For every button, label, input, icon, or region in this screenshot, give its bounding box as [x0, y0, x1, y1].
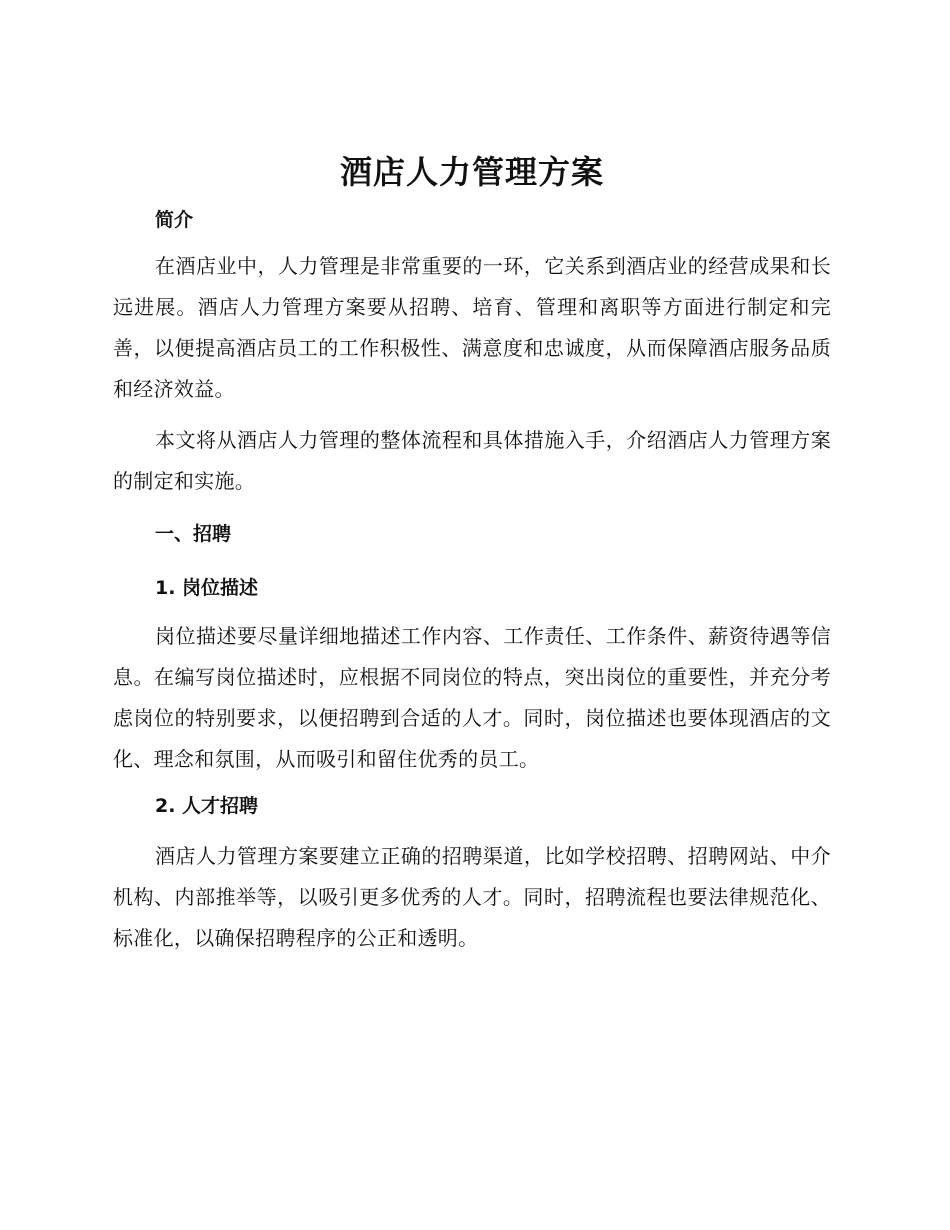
subsection-1-paragraph: 岗位描述要尽量详细地描述工作内容、工作责任、工作条件、薪资待遇等信息。在编写岗位描述时，应根据不同岗位的特点，突出岗位的重要性，并充分考虑岗位的特别要求，以便招聘到合适的人才。同时，岗位描述也要体现酒店的文化、理念和氛围，从而吸引和留住优秀的员工。	[113, 624, 831, 771]
document-page	[113, 150, 831, 959]
subsection-2-heading: 2. 人才招聘	[155, 795, 259, 817]
section-1-heading: 一、招聘	[155, 523, 232, 545]
subsection-2-paragraph: 酒店人力管理方案要建立正确的招聘渠道，比如学校招聘、招聘网站、中介机构、内部推举等，以吸引更多优秀的人才。同时，招聘流程也要法律规范化、标准化，以确保招聘程序的公正和透明。	[113, 844, 831, 950]
document-title: 酒店人力管理方案	[339, 153, 604, 191]
intro-paragraph-1: 在酒店业中，人力管理是非常重要的一环，它关系到酒店业的经营成果和长远进展。酒店人力管理方案要从招聘、培育、管理和离职等方面进行制定和完善，以便提高酒店员工的工作积极性、满意度和忠诚度，从而保障酒店服务品质和经济效益。	[113, 254, 831, 401]
subsection-1-heading: 1. 岗位描述	[155, 577, 259, 599]
intro-heading: 简介	[155, 209, 194, 231]
intro-paragraph-2: 本文将从酒店人力管理的整体流程和具体措施入手，介绍酒店人力管理方案的制定和实施。	[113, 428, 831, 493]
